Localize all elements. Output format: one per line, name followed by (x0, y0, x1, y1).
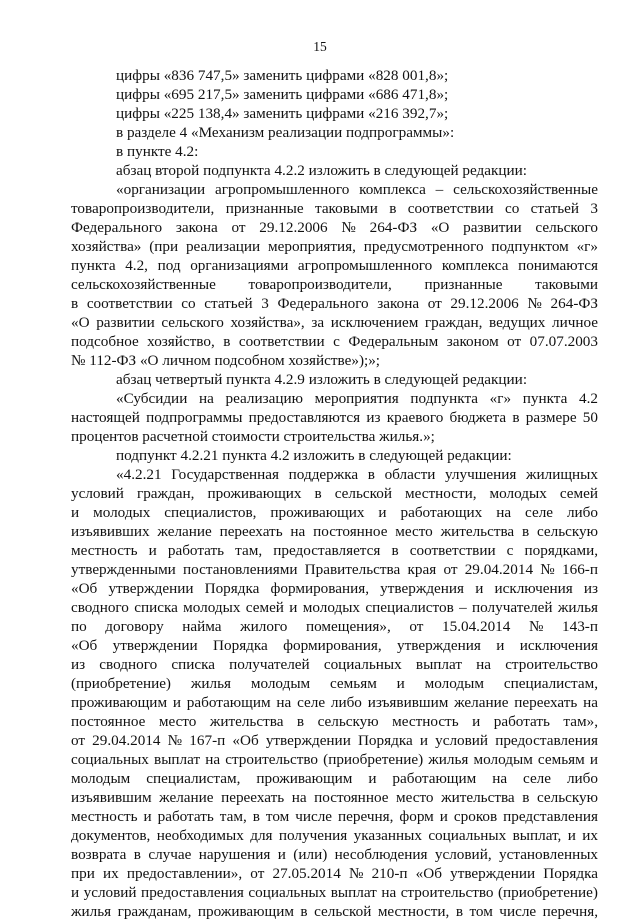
text-line: в соответствии со статьей 3 Федерального закона от 29.12.2006 № 264-ФЗ (71, 295, 598, 312)
text-line: утвержденными постановлениями Правительства края от 29.04.2014 № 166-п (71, 561, 598, 578)
text-line: цифры «225 138,4» заменить цифрами «216 392,7»; (116, 105, 449, 122)
text-line: сельскохозяйственные товаропроизводители, признанные таковыми (71, 276, 598, 293)
text-line: и молодых специалистов, проживающих и работающих на селе либо (71, 504, 598, 521)
page-number: 15 (313, 39, 327, 54)
text-line: «Об утверждении Порядка формирования, утверждения и исключения из (71, 580, 598, 597)
text-line: № 112-ФЗ «О личном подсобном хозяйстве»);»; (71, 352, 381, 369)
text-line: хозяйства» (при реализации мероприятия, предусмотренного подпунктом «г» (71, 238, 598, 255)
text-line: местность и работать там, в том числе перечня, форм и сроков представления (71, 808, 598, 825)
text-line: «4.2.21 Государственная поддержка в области улучшения жилищных (116, 466, 598, 483)
text-line: при их предоставлении», от 27.05.2014 № 210-п «Об утверждении Порядка (71, 865, 598, 882)
text-line: проживающим и работающим на селе либо изъявившим желание переехать на (71, 694, 598, 711)
text-line: «О развитии сельского хозяйства», за исключением граждан, ведущих личное (71, 314, 598, 331)
text-line: сводного списка молодых семей и молодых специалистов – получателей жилья (71, 599, 598, 616)
text-line: жилья гражданам, проживающим в сельской местности, в том числе перечня, (71, 903, 598, 920)
text-line: цифры «695 217,5» заменить цифрами «686 471,8»; (116, 86, 449, 103)
text-line: условий граждан, проживающих в сельской местности, молодых семей (71, 485, 598, 502)
text-line: в разделе 4 «Механизм реализации подпрограммы»: (116, 124, 455, 141)
text-line: в пункте 4.2: (116, 143, 199, 160)
text-line: изъявивших желание переехать на постоянное место жительства в сельскую (71, 523, 598, 540)
text-line: настоящей подпрограммы предоставляются из краевого бюджета в размере 50 (71, 409, 598, 426)
text-line: «Об утверждении Порядка формирования, утверждения и исключения (71, 637, 598, 654)
text-line: местность и работать там, предоставляется в соответствии с порядками, (71, 542, 598, 559)
text-line: документов, необходимых для получения указанных социальных выплат, и их (71, 827, 598, 844)
text-line: абзац четвертый пункта 4.2.9 изложить в следующей редакции: (116, 371, 528, 388)
text-line: Федерального закона от 29.12.2006 № 264-ФЗ «О развитии сельского (71, 219, 598, 236)
text-line: «Субсидии на реализацию мероприятия подпункта «г» пункта 4.2 (116, 390, 598, 407)
text-line: от 29.04.2014 № 167-п «Об утверждении Порядка и условий предоставления (71, 732, 598, 749)
text-line: процентов расчетной стоимости строительства жилья.»; (71, 428, 435, 445)
text-line: и условий предоставления социальных выплат на строительство (приобретение) (71, 884, 598, 901)
text-line: из сводного списка получателей социальных выплат на строительство (71, 656, 598, 673)
text-line: постоянное место жительства в сельскую местность и работать там», (71, 713, 598, 730)
text-line: возврата в случае нарушения и (или) несоблюдения условий, установленных (71, 846, 598, 863)
text-line: пункта 4.2, под организациями агропромышленного комплекса понимаются (71, 257, 598, 274)
text-line: по договору найма жилого помещения», от 15.04.2014 № 143-п (71, 618, 598, 635)
text-line: социальных выплат на строительство (приобретение) жилья молодым семьям и (71, 751, 598, 768)
text-line: (приобретение) жилья молодым семьям и молодым специалистам, (71, 675, 598, 692)
text-line: «организации агропромышленного комплекса – сельскохозяйственные (116, 181, 598, 198)
text-line: изъявившим желание переехать на постоянное место жительства в сельскую (71, 789, 598, 806)
text-line: цифры «836 747,5» заменить цифрами «828 001,8»; (116, 67, 449, 84)
text-line: подпункт 4.2.21 пункта 4.2 изложить в следующей редакции: (116, 447, 512, 464)
text-line: молодым специалистам, проживающим и работающим на селе либо (71, 770, 598, 787)
text-line: абзац второй подпункта 4.2.2 изложить в следующей редакции: (116, 162, 527, 179)
text-line: товаропроизводители, признанные таковыми в соответствии со статьей 3 (71, 200, 598, 217)
text-line: подсобное хозяйство, в соответствии с Федеральным законом от 07.07.2003 (71, 333, 598, 350)
